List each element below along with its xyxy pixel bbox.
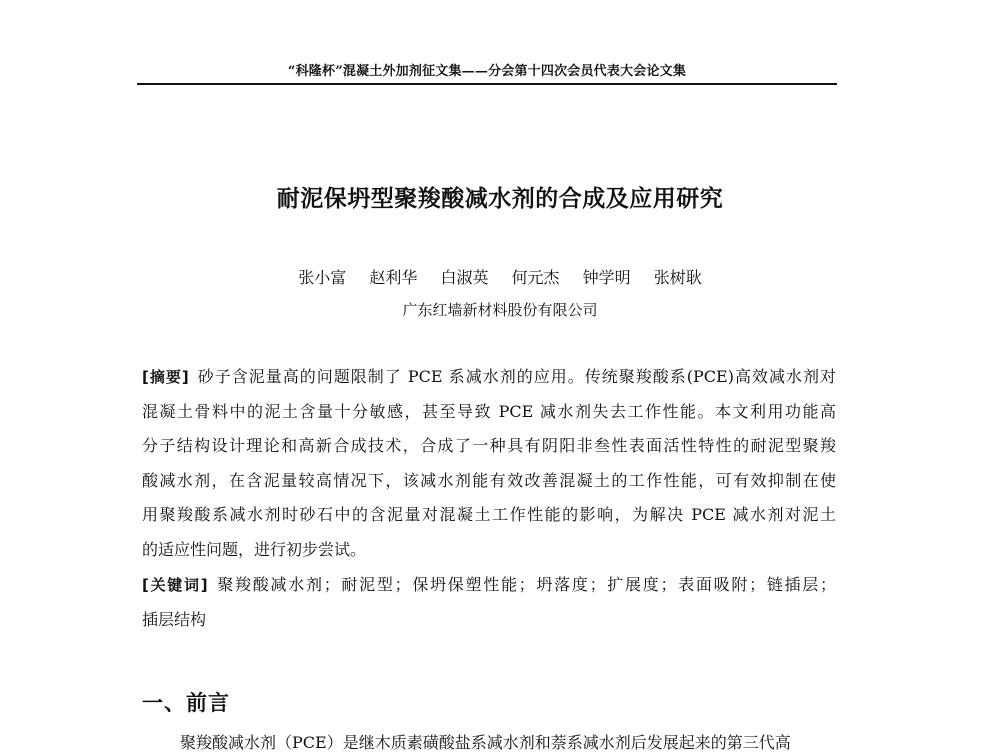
abstract — [142, 367, 836, 575]
author-name: 钟学明 — [582, 268, 631, 287]
abstract-line: 用聚羧酸系减水剂时砂石中的含泥量对混凝土工作性能的影响，为解决 PCE 减水剂对泥土 — [142, 505, 836, 525]
paper-title: 耐泥保坍型聚羧酸减水剂的合成及应用研究 — [276, 186, 724, 212]
keywords-text: 聚羧酸减水剂；耐泥型；保坍保塑性能；坍落度；扩展度；表面吸附；链插层； — [215, 575, 836, 594]
author-name: 赵利华 — [369, 268, 418, 287]
section-heading: 一、前言 — [142, 691, 230, 715]
abstract-line: 的适应性问题，进行初步尝试。 — [142, 539, 367, 559]
keywords-line — [142, 575, 836, 610]
abstract-text: 砂子含泥量高的问题限制了 PCE 系减水剂的应用。传统聚羧酸系(PCE)高效减水剂对 — [196, 367, 836, 386]
abstract-line — [142, 367, 836, 402]
author-name: 白淑英 — [440, 268, 489, 287]
author-name: 张小富 — [298, 268, 347, 287]
author-list — [0, 265, 1000, 288]
author-name: 张树耿 — [653, 268, 702, 287]
body-text-line: 聚羧酸减水剂（PCE）是继木质素磺酸盐系减水剂和萘系减水剂后发展起来的第三代高 — [180, 733, 791, 752]
abstract-label: [摘要] — [142, 368, 189, 386]
affiliation: 广东红墙新材料股份有限公司 — [402, 301, 598, 319]
keywords-label: [关键词] — [142, 576, 208, 594]
keywords-line: 插层结构 — [142, 609, 207, 629]
header-rule — [137, 83, 837, 85]
abstract-line: 酸减水剂，在含泥量较高情况下，该减水剂能有效改善混凝土的工作性能，可有效抑制在使 — [142, 470, 836, 490]
abstract-line: 分子结构设计理论和高新合成技术，合成了一种具有阴阳非叁性表面活性特性的耐泥型聚羧 — [142, 436, 836, 456]
abstract-line: 混凝土骨料中的泥土含量十分敏感，甚至导致 PCE 减水剂失去工作性能。本文利用功能高 — [142, 401, 836, 421]
running-header: “科隆杯”混凝土外加剂征文集——分会第十四次会员代表大会论文集 — [287, 64, 687, 79]
author-name: 何元杰 — [511, 268, 560, 287]
keywords — [142, 575, 836, 644]
